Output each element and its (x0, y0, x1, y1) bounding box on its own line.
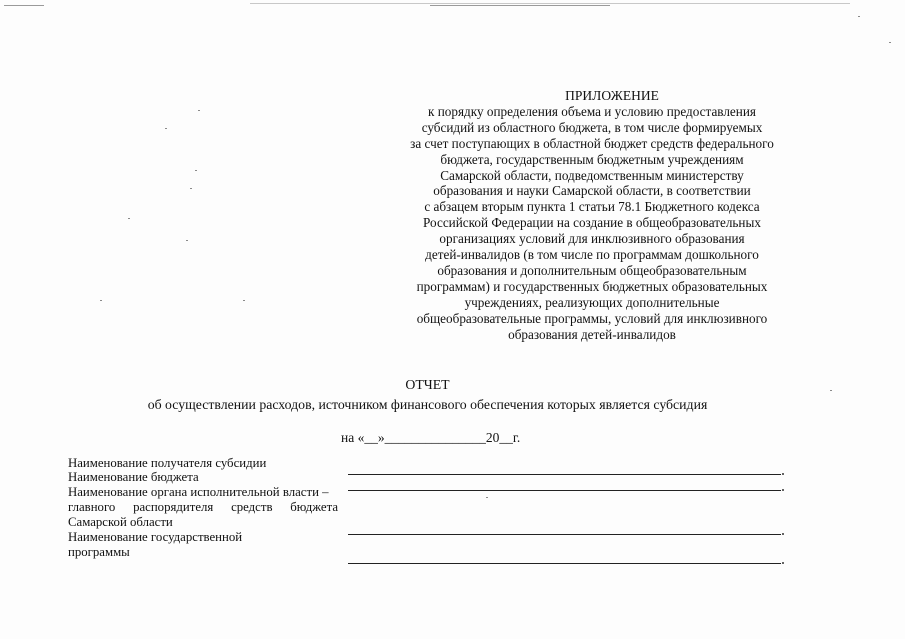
scan-speck (889, 42, 891, 43)
line-end-dot (782, 562, 784, 564)
appendix-line: детей-инвалидов (в том числе по программам дошкольного (425, 247, 759, 263)
appendix-line: Российской Федерации на создание в общеобразовательных (423, 215, 761, 231)
appendix-line: к порядку определения объема и условию предоставления (428, 103, 756, 119)
program-label-line2: программы (68, 545, 130, 559)
appendix-line: бюджета, государственным бюджетным учреждениям (440, 151, 744, 167)
appendix-title: ПРИЛОЖЕНИЕ (565, 88, 659, 103)
scan-speck (858, 16, 860, 17)
authority-label-line3: Самарской области (68, 515, 173, 529)
appendix-line: образования детей-инвалидов (508, 326, 676, 342)
appendix-line: образования и науки Самарской области, в соответствии (433, 183, 751, 199)
recipient-field-line[interactable] (348, 474, 781, 475)
report-title: ОТЧЕТ (405, 377, 450, 392)
scan-speck (190, 188, 192, 189)
recipient-label: Наименование получателя субсидии (68, 456, 267, 470)
scan-speck (486, 497, 488, 498)
report-date-line: на «__»_______________20__г. (341, 430, 521, 445)
budget-field-line[interactable] (348, 490, 781, 491)
scan-speck (195, 170, 197, 171)
scan-speck (128, 218, 130, 219)
appendix-line: программам) и государственных бюджетных образовательных (416, 278, 768, 294)
scan-speck (186, 240, 188, 241)
authority-label-line1: Наименование органа исполнительной власти – (68, 485, 329, 499)
scan-speck (100, 300, 102, 301)
appendix-line: общеобразовательные программы, условий для инклюзивного (416, 310, 768, 326)
appendix-line: Самарской области, подведомственным министерству (440, 167, 744, 183)
scan-artifact (4, 5, 44, 6)
appendix-line: учреждениях, реализующих дополнительные (464, 294, 720, 310)
authority-field-line[interactable] (348, 534, 781, 535)
budget-label: Наименование бюджета (68, 470, 199, 484)
program-field-line[interactable] (348, 563, 781, 564)
appendix-line: с абзацем вторым пункта 1 статьи 78.1 Бюджетного кодекса (424, 199, 760, 215)
appendix-line: организациях условий для инклюзивного образования (439, 231, 745, 247)
line-end-dot (782, 473, 784, 475)
report-subtitle: об осуществлении расходов, источником финансового обеспечения которых является субсидия (147, 397, 708, 412)
scan-speck (165, 128, 167, 129)
scan-artifact (430, 5, 610, 6)
scan-speck (243, 300, 245, 301)
line-end-dot (782, 489, 784, 491)
authority-label-line2: главного распорядителя средств бюджета (68, 500, 338, 514)
program-label-line1: Наименование государственной (68, 530, 243, 544)
scan-speck (198, 110, 200, 111)
appendix-line: за счет поступающих в областной бюджет средств федерального (410, 135, 774, 151)
appendix-line: образования и дополнительным общеобразовательным (437, 262, 747, 278)
line-end-dot (782, 533, 784, 535)
appendix-line: субсидий из областного бюджета, в том числе формируемых (421, 119, 763, 135)
appendix-block (396, 88, 788, 343)
scan-artifact (250, 3, 850, 4)
